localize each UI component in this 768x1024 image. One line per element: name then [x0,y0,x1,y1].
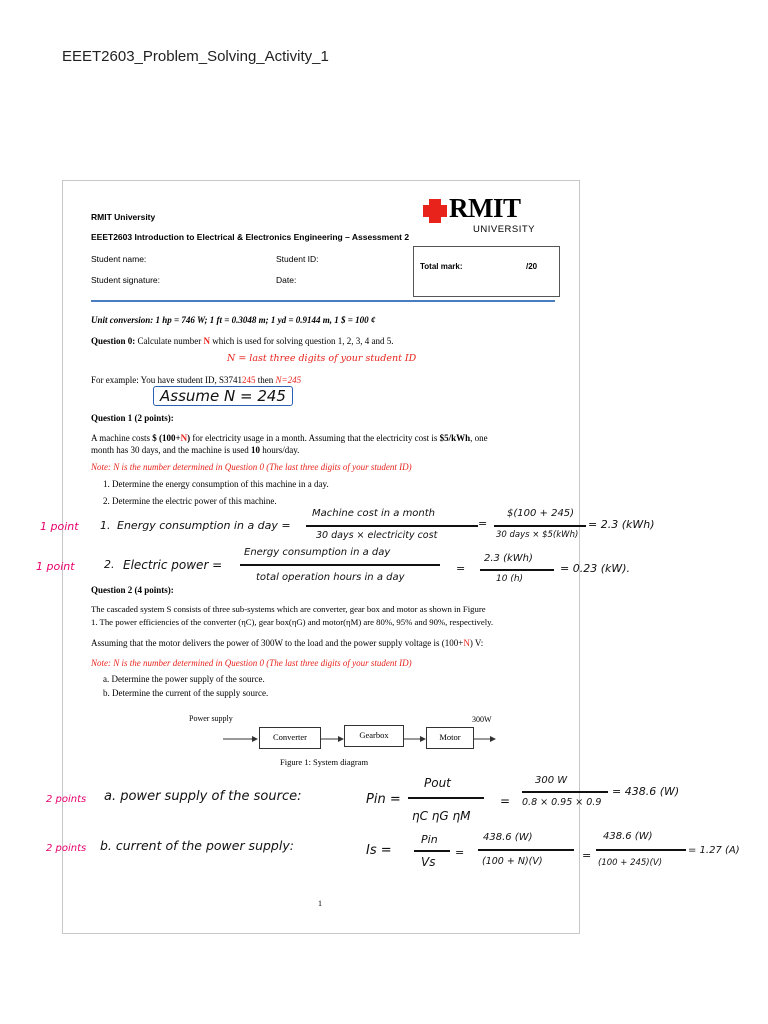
diagram-caption: Figure 1: System diagram [280,757,369,767]
q1-line1-f: , one [470,433,488,443]
q1-line2-a: month has 30 days, and the machine is used [91,445,251,455]
question-1-line-2 [91,444,299,456]
q0-n: N [203,336,210,346]
question-2-item-b: b. Determine the current of the supply source. [103,688,269,698]
q1-line1-n: N [180,433,188,443]
total-mark-box [413,246,560,297]
signature-label: Student signature: [91,275,160,285]
diagram-motor-box: Motor [426,727,474,749]
handwritten-q2-fraction-bottom: total operation hours in a day [256,572,405,583]
q1-line1-a: A machine costs [91,433,153,443]
q2-p3-a: Assuming that the motor delivers the power of 300W to the load and the power supply voltage is (100+ [91,638,464,648]
total-mark-value: /20 [526,262,538,271]
handwritten-q2-sub-bottom: 10 (h) [496,574,524,584]
question-1-line-1 [91,432,488,444]
date-label: Date: [276,275,297,285]
handwritten-q1-fraction-bottom: 30 days × electricity cost [316,530,438,541]
question-1-title: Question 1 (2 points): [91,413,174,423]
document-title: EEET2603_Problem_Solving_Activity_1 [62,48,329,65]
question-1-item-2: 2. Determine the electric power of this machine. [103,496,277,506]
handwritten-annotations: Assume N = 245 1 point 1. Energy consumption in a day = Machine cost in a month 30 days × electricity cost = $(100 + 245) 30 days × $5(kWh) = 2.3 (kWh) 1 point 2. Electric power = Energy consumption in a day total operation hours in a day = 2.3 (kWh) 10 (h) = 0.23 (kW). 2 points a. power supply of the source: Pin = Pout ηC ηG ηM = 300 W 0.8 × 0.95 × 0.9 = 438.6 (W) 2 points b. current of the power supply: Is = Pin Vs = 438.6 (W) (100 + N)(V) = 438.6 (W) (100 + 245)(V) = 1.27 (A) [36,387,740,869]
rmit-logo-icon [423,199,447,223]
handwritten-q2-points: 1 point [36,560,75,573]
handwritten-a-result: = 438.6 (W) [612,785,680,798]
handwritten-a-sub-bottom: 0.8 × 0.95 × 0.9 [522,797,602,808]
handwritten-q2-label: Electric power = [123,558,223,572]
rmit-logo-text: RMIT [449,193,521,223]
handwritten-q1-result: = 2.3 (kWh) [588,518,655,531]
diagram-power-supply-label: Power supply [189,714,233,723]
question-2-paragraph-3 [91,637,483,649]
page-number: 1 [318,899,322,908]
question-2-paragraph-2: 1. The power efficiencies of the converter (ηC), gear box(ηG) and motor(ηM) are 80%, 95% and 90%, respectively. [91,617,494,627]
handwritten-a-pin: Pin = [366,792,401,807]
q0-text-before: Calculate number [135,336,204,346]
handwritten-q2-sub-top: 2.3 (kWh) [484,553,533,564]
unit-conversion: Unit conversion: 1 hp = 746 W; 1 ft = 0.3048 m; 1 yd = 0.9144 m, 1 $ = 100 ¢ [91,315,376,325]
handwritten-q2-result: = 0.23 (kW). [560,562,631,575]
n-formula: N = last three digits of your student ID [227,353,417,364]
handwritten-a-sub-top: 300 W [535,775,568,786]
handwritten-q1-label: Energy consumption in a day = [117,519,291,532]
handwritten-q1-fraction-top: Machine cost in a month [312,508,436,519]
q2-p3-n: N [463,638,470,648]
handwritten-b-points: 2 points [46,843,87,854]
question-2-paragraph-1: The cascaded system S consists of three sub-systems which are converter, gear box and motor as shown in Figure [91,604,486,614]
q1-line1-e: $5/kWh [439,433,471,443]
handwritten-a-fraction-top: Pout [424,776,451,790]
question-1-note: Note: N is the number determined in Question 0 (The last three digits of your student ID) [91,462,412,472]
handwritten-b-sub2-top: 438.6 (W) [603,831,653,842]
diagram-converter-box: Converter [259,727,321,749]
q2-p3-b: ) V: [469,638,484,648]
handwritten-b-result: = 1.27 (A) [688,845,740,856]
handwritten-q1-points: 1 point [40,520,79,533]
question-1-item-1: 1. Determine the energy consumption of this machine in a day. [103,479,329,489]
header-divider [91,300,555,302]
total-mark-label: Total mark: [420,262,463,271]
handwritten-a-points: 2 points [46,794,87,805]
handwritten-a-fraction-bottom: ηC ηG ηM [412,809,471,823]
q1-line1-c: ) [187,433,191,443]
student-id-example [91,374,301,386]
q1-line2-c: hours/day. [259,445,300,455]
example-red-digits: 245 [242,375,256,385]
q0-text-after: which is used for solving question 1, 2, 3, 4 and 5. [210,336,394,346]
handwritten-q2-number: 2. [104,558,115,571]
student-id-label: Student ID: [276,254,319,264]
handwritten-assume-n: Assume N = 245 [153,386,293,406]
handwritten-b-label: b. current of the power supply: [100,838,294,853]
question-0-text [91,335,394,347]
handwritten-b-sub2-bottom: (100 + 245)(V) [598,858,663,868]
question-2-item-a: a. Determine the power supply of the source. [103,674,265,684]
course-title: EEET2603 Introduction to Electrical & Electronics Engineering – Assessment 2 [91,232,410,242]
example-mid: then [255,375,276,385]
handwritten-b-sub2-bar [596,849,686,851]
handwritten-q1-sub-bottom: 30 days × $5(kWh) [496,530,579,540]
diagram-output-label: 300W [472,715,492,724]
example-prefix: For example: You have student ID, S3741 [91,375,242,385]
example-n: N=245 [275,375,302,385]
handwritten-q1-sub-top: $(100 + 245) [507,508,575,519]
assessment-page [62,180,580,934]
q1-line1-b: $ (100+ [152,433,181,443]
student-name-label: Student name: [91,254,147,264]
handwritten-b-fraction-bottom: Vs [421,855,436,869]
handwritten-b-fraction-top: Pin [421,833,438,846]
handwritten-b-is: Is = [366,843,392,858]
question-0-title: Question 0: [91,336,136,346]
handwritten-q2-fraction-top: Energy consumption in a day [244,547,391,558]
rmit-logo-subtext: UNIVERSITY [473,224,536,235]
handwritten-a-label: a. power supply of the source: [104,789,302,804]
university-name: RMIT University [91,212,156,222]
diagram-gearbox-box: Gearbox [344,725,404,747]
question-2-note: Note: N is the number determined in Question 0 (The last three digits of your student ID) [91,658,412,668]
handwritten-b-sub-top: 438.6 (W) [483,832,533,843]
handwritten-q1-number: 1. [100,519,111,532]
q1-line1-d: for electricity usage in a month. Assuming that the electricity cost is [190,433,440,443]
rmit-logo [423,195,563,235]
question-2-title: Question 2 (4 points): [91,585,174,595]
q1-line2-b: 10 [250,445,260,455]
handwritten-b-sub-bottom: (100 + N)(V) [482,856,543,867]
